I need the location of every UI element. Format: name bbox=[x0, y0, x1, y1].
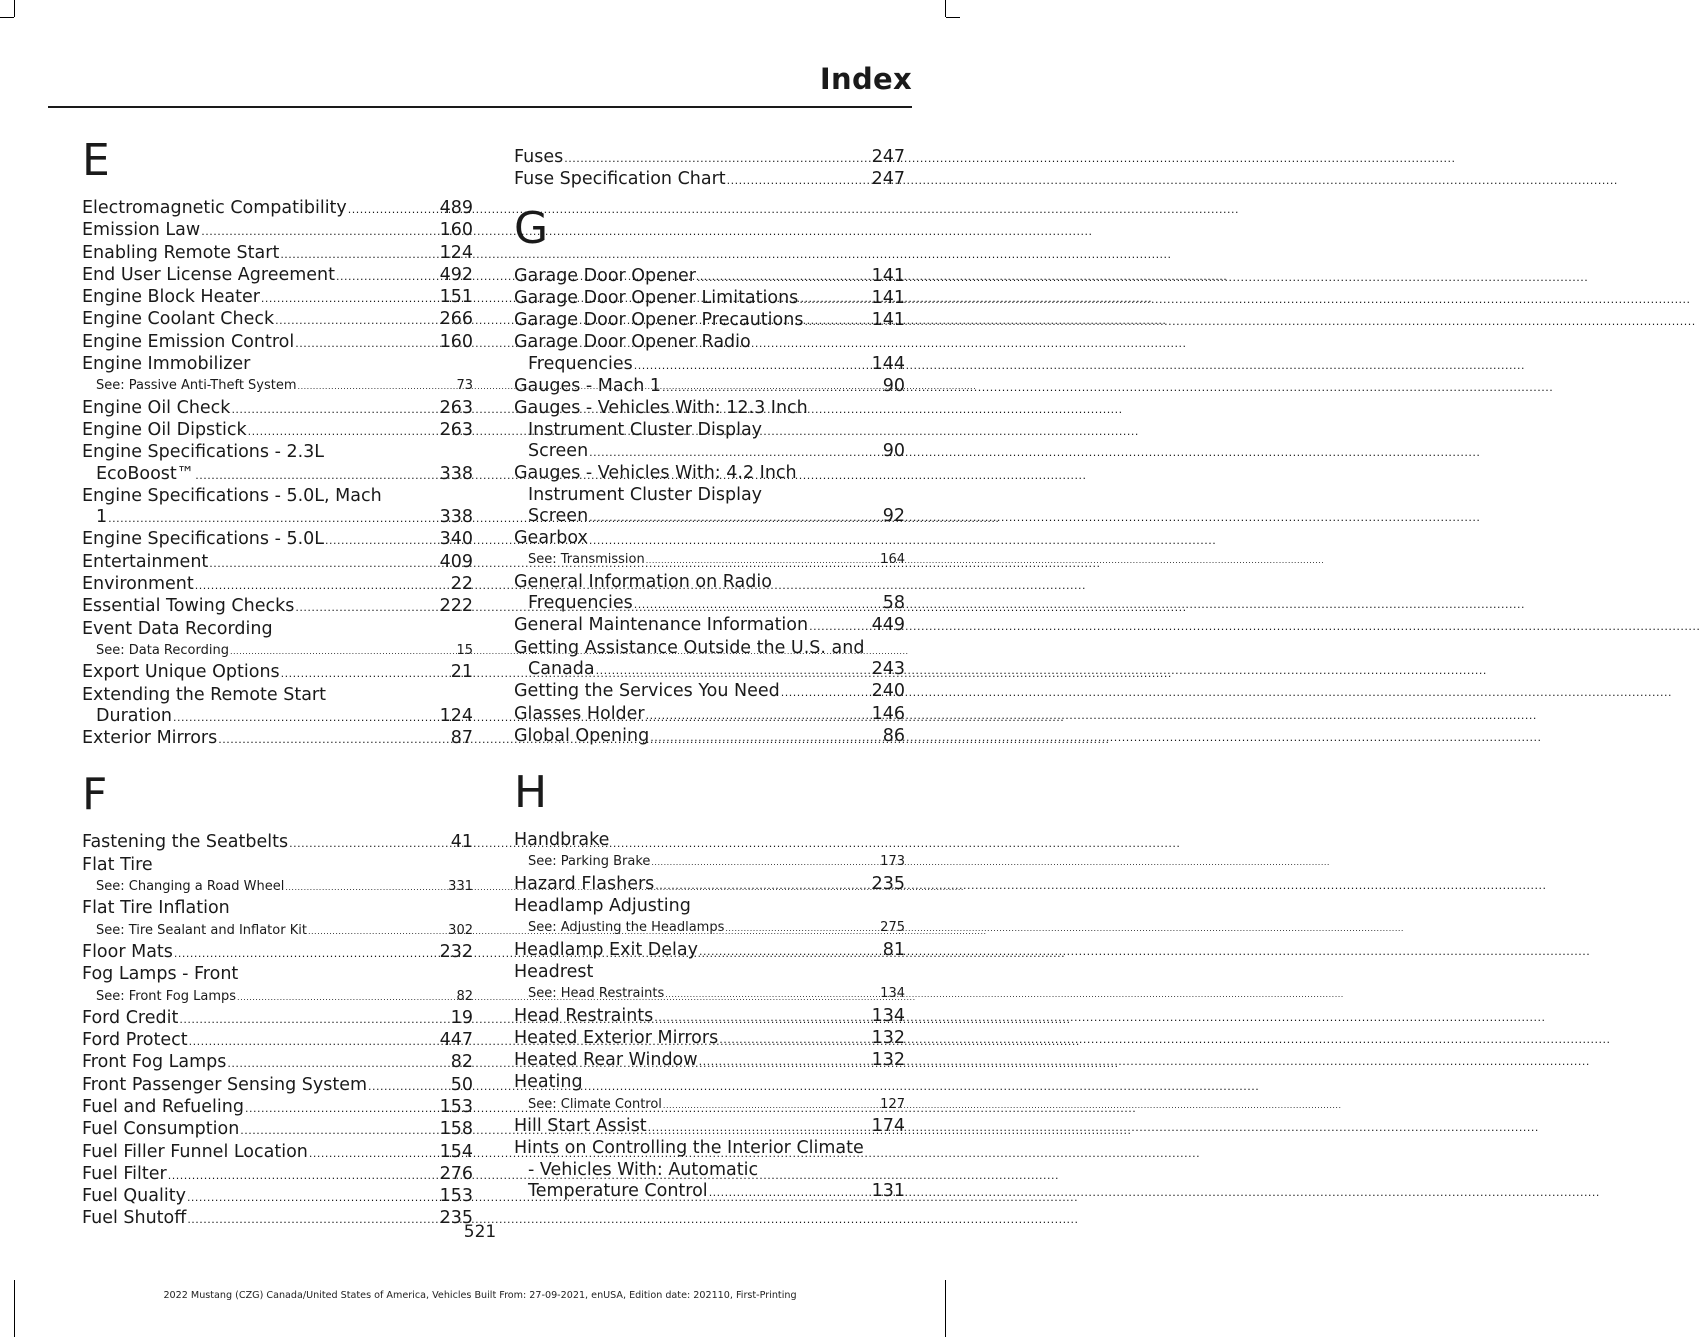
index-entry[interactable]: Screen ..... 92 bbox=[514, 506, 905, 528]
index-entry[interactable]: Getting the Services You Need ..... 240 bbox=[514, 681, 905, 703]
index-entry[interactable]: Frequencies ..... 58 bbox=[514, 593, 905, 615]
index-heading: Gauges - Vehicles With: 4.2 Inch bbox=[514, 463, 797, 484]
index-entry[interactable]: Engine Coolant Check ..... 266 bbox=[82, 309, 473, 331]
see-reference[interactable]: See: Changing a Road Wheel ..... 331 bbox=[82, 876, 473, 898]
index-entry[interactable]: Garage Door Opener Limitations ..... 141 bbox=[514, 288, 905, 310]
see-reference[interactable]: See: Data Recording ..... 15 bbox=[82, 640, 473, 662]
see-reference[interactable]: See: Transmission ..... 164 bbox=[514, 549, 905, 571]
index-heading: Extending the Remote Start bbox=[82, 684, 326, 705]
see-reference[interactable]: See: Head Restraints ..... 134 bbox=[514, 983, 905, 1005]
index-heading: Headrest bbox=[514, 961, 594, 982]
index-entry[interactable]: Fastening the Seatbelts ..... 41 bbox=[82, 832, 473, 854]
see-reference[interactable]: See: Climate Control ..... 127 bbox=[514, 1094, 905, 1116]
crop-mark bbox=[945, 0, 946, 17]
index-heading: Engine Immobilizer bbox=[82, 354, 251, 375]
index-heading: Engine Specifications - 5.0L, Mach bbox=[82, 485, 382, 506]
index-entry[interactable]: Garage Door Opener ..... 141 bbox=[514, 266, 905, 288]
index-entry[interactable]: Front Fog Lamps ..... 82 bbox=[82, 1052, 473, 1074]
index-entry[interactable]: Ford Credit ..... 19 bbox=[82, 1008, 473, 1030]
index-heading: Hints on Controlling the Interior Climate bbox=[514, 1138, 864, 1159]
section-letter-f: F bbox=[82, 769, 108, 821]
index-entry[interactable]: Front Passenger Sensing System ..... 50 bbox=[82, 1075, 473, 1097]
see-reference[interactable]: See: Parking Brake ..... 173 bbox=[514, 851, 905, 873]
index-entry[interactable]: Emission Law ..... 160 bbox=[82, 220, 473, 242]
footer-edition-text: 2022 Mustang (CZG) Canada/United States of America, Vehicles Built From: 27-09-2021, enUSA, Edition date: 202110, First-Printing bbox=[163, 1290, 797, 1301]
index-entry[interactable]: Entertainment ..... 409 bbox=[82, 552, 473, 574]
index-entry[interactable]: Export Unique Options ..... 21 bbox=[82, 662, 473, 684]
index-heading: Garage Door Opener Radio bbox=[514, 332, 751, 353]
header-divider bbox=[48, 106, 912, 108]
index-entry[interactable]: Environment ..... 22 bbox=[82, 574, 473, 596]
index-entry[interactable]: Hill Start Assist ..... 174 bbox=[514, 1116, 905, 1138]
index-entry[interactable]: Engine Oil Check ..... 263 bbox=[82, 398, 473, 420]
see-reference[interactable]: See: Tire Sealant and Inflator Kit ..... 302 bbox=[82, 920, 473, 942]
crop-mark bbox=[945, 1280, 946, 1337]
index-heading: Gearbox bbox=[514, 528, 588, 549]
index-entry[interactable]: EcoBoost™ ..... 338 bbox=[82, 464, 473, 486]
index-entry[interactable]: Headlamp Exit Delay ..... 81 bbox=[514, 940, 905, 962]
index-entry[interactable]: Fuel Consumption ..... 158 bbox=[82, 1119, 473, 1141]
index-entry[interactable]: Glasses Holder ..... 146 bbox=[514, 704, 905, 726]
index-heading: Flat Tire bbox=[82, 854, 153, 875]
crop-mark bbox=[0, 17, 14, 18]
index-entry[interactable]: Exterior Mirrors ..... 87 bbox=[82, 728, 473, 750]
section-letter-e: E bbox=[82, 135, 110, 186]
index-heading: Flat Tire Inflation bbox=[82, 898, 230, 919]
index-entry[interactable]: Hazard Flashers ..... 235 bbox=[514, 874, 905, 896]
index-entry[interactable]: End User License Agreement ..... 492 bbox=[82, 265, 473, 287]
index-entry[interactable]: Frequencies ..... 144 bbox=[514, 354, 905, 376]
index-entry[interactable]: Fuel Filler Funnel Location ..... 154 bbox=[82, 1142, 473, 1164]
index-entry[interactable]: Duration ..... 124 bbox=[82, 706, 473, 728]
index-entry[interactable]: Fuse Specification Chart ..... 247 bbox=[514, 169, 905, 191]
index-entry[interactable]: Enabling Remote Start ..... 124 bbox=[82, 243, 473, 265]
index-heading: Fog Lamps - Front bbox=[82, 964, 239, 985]
index-entry[interactable]: Fuel Filter ..... 276 bbox=[82, 1164, 473, 1186]
index-entry[interactable]: Fuel Shutoff ..... 235 bbox=[82, 1208, 473, 1230]
crop-mark bbox=[14, 1280, 15, 1337]
section-letter-h: H bbox=[514, 767, 548, 819]
index-entry[interactable]: Essential Towing Checks ..... 222 bbox=[82, 596, 473, 618]
see-reference[interactable]: See: Front Fog Lamps ..... 82 bbox=[82, 986, 473, 1008]
index-entry[interactable]: Screen ..... 90 bbox=[514, 441, 905, 463]
see-reference[interactable]: See: Adjusting the Headlamps ..... 275 bbox=[514, 917, 905, 939]
index-heading-continuation: Instrument Cluster Display bbox=[528, 484, 763, 505]
crop-mark bbox=[946, 17, 960, 18]
index-entry[interactable]: Gauges - Mach 1 ..... 90 bbox=[514, 376, 905, 398]
page-number: 521 bbox=[463, 1222, 497, 1242]
index-entry[interactable]: Fuses ..... 247 bbox=[514, 147, 905, 169]
index-entry[interactable]: General Maintenance Information ..... 449 bbox=[514, 615, 905, 637]
index-entry[interactable]: Engine Oil Dipstick ..... 263 bbox=[82, 420, 473, 442]
index-heading-continuation: - Vehicles With: Automatic bbox=[528, 1159, 759, 1180]
index-heading: Handbrake bbox=[514, 830, 610, 851]
index-entry[interactable]: Heated Rear Window ..... 132 bbox=[514, 1050, 905, 1072]
index-entry[interactable]: Engine Block Heater ..... 151 bbox=[82, 287, 473, 309]
see-reference[interactable]: See: Passive Anti-Theft System ..... 73 bbox=[82, 375, 473, 397]
index-entry[interactable]: 1 ..... 338 bbox=[82, 507, 473, 529]
index-entry[interactable]: Floor Mats ..... 232 bbox=[82, 942, 473, 964]
index-entry[interactable]: Ford Protect ..... 447 bbox=[82, 1030, 473, 1052]
index-heading: Event Data Recording bbox=[82, 618, 273, 639]
index-heading: Getting Assistance Outside the U.S. and bbox=[514, 637, 865, 658]
index-heading: Gauges - Vehicles With: 12.3 Inch bbox=[514, 398, 808, 419]
page-title: Index bbox=[819, 62, 912, 96]
index-entry[interactable]: Fuel and Refueling ..... 153 bbox=[82, 1097, 473, 1119]
index-entry[interactable]: Fuel Quality ..... 153 bbox=[82, 1186, 473, 1208]
index-column-right bbox=[514, 147, 905, 1203]
index-heading: General Information on Radio bbox=[514, 571, 772, 592]
index-entry[interactable]: Head Restraints ..... 134 bbox=[514, 1006, 905, 1028]
index-heading: Heating bbox=[514, 1072, 583, 1093]
crop-mark bbox=[14, 0, 15, 17]
index-entry[interactable]: Canada ..... 243 bbox=[514, 659, 905, 681]
index-entry[interactable]: Temperature Control ..... 131 bbox=[514, 1181, 905, 1203]
section-letter-g: G bbox=[514, 202, 549, 254]
index-heading-continuation: Instrument Cluster Display bbox=[528, 419, 763, 440]
index-entry[interactable]: Heated Exterior Mirrors ..... 132 bbox=[514, 1028, 905, 1050]
index-heading: Engine Specifications - 2.3L bbox=[82, 442, 325, 463]
index-entry[interactable]: Garage Door Opener Precautions ..... 141 bbox=[514, 310, 905, 332]
index-column-left bbox=[82, 135, 473, 1231]
index-entry[interactable]: Global Opening ..... 86 bbox=[514, 726, 905, 748]
index-entry[interactable]: Engine Emission Control ..... 160 bbox=[82, 332, 473, 354]
index-heading: Headlamp Adjusting bbox=[514, 896, 691, 917]
index-entry[interactable]: Electromagnetic Compatibility ..... 489 bbox=[82, 198, 473, 220]
index-entry[interactable]: Engine Specifications - 5.0L ..... 340 bbox=[82, 529, 473, 551]
